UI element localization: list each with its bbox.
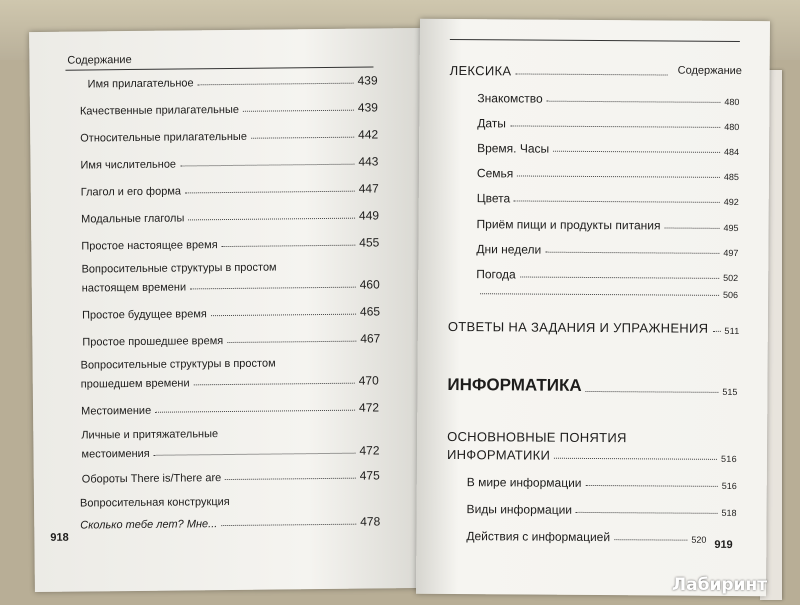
toc-entry: 506	[476, 288, 738, 300]
toc-entry-line: ОСНОВНОВНЫЕ ПОНЯТИЯ	[447, 428, 627, 446]
toc-entry: Имя прилагательное 439	[87, 73, 378, 91]
toc-section: ЛЕКСИКА	[450, 63, 672, 80]
toc-entry: Сколько тебе лет? Мне... 478	[80, 514, 381, 532]
toc-entry: Модальные глаголы 449	[80, 208, 380, 226]
toc-entry: настоящем времени 460	[81, 277, 380, 295]
toc-section: ОТВЕТЫ НА ЗАДАНИЯ И УПРАЖНЕНИЯ 511	[447, 318, 740, 337]
toc-entry: Действия с информацией 520	[466, 529, 707, 545]
toc-entry: Качественные прилагательные 439	[79, 100, 378, 118]
labirint-watermark: Лабиринт	[672, 575, 768, 595]
toc-entry: местоимения 472	[81, 443, 380, 461]
toc-entry: Простое настоящее время 455	[81, 235, 380, 253]
toc-entry: Простое будущее время 465	[81, 304, 381, 322]
toc-entry: прошедшем времени 470	[80, 373, 379, 391]
toc-entry: Обороты There is/There are 475	[81, 468, 380, 486]
toc-entry: Семья 485	[476, 166, 739, 183]
toc-chapter: ИНФОРМАТИКА 515	[447, 374, 738, 398]
toc-entry: Даты 480	[477, 116, 740, 133]
toc-entry: Виды информации 518	[466, 502, 737, 519]
toc-entry: Простое прошедшее время 467	[82, 331, 381, 349]
toc-entry: Местоимение 472	[80, 400, 380, 418]
toc-entry: Имя числительное 443	[80, 154, 379, 172]
page-number: 919	[714, 538, 733, 551]
toc-entry-line: Личные и притяжательные	[81, 428, 219, 442]
toc-entry-line: Вопросительная конструкция	[79, 495, 230, 510]
header-rule	[450, 39, 740, 42]
toc-entry: Глагол и его форма 447	[80, 181, 379, 199]
toc-entry-line: Вопросительные структуры в простом	[81, 261, 277, 276]
running-header: Содержание	[677, 64, 742, 78]
toc-entry: Цвета 492	[476, 191, 739, 208]
right-page	[416, 19, 770, 596]
toc-entry: Относительные прилагательные 442	[80, 127, 379, 145]
toc-entry: Погода 502	[476, 267, 739, 284]
page-number: 918	[50, 531, 69, 544]
toc-entry-line: Вопросительные структуры в простом	[80, 357, 276, 372]
toc-section: ИНФОРМАТИКИ 516	[446, 446, 737, 465]
toc-entry: В мире информации 516	[466, 475, 737, 492]
running-header: Содержание	[67, 53, 132, 67]
left-page	[29, 28, 427, 592]
header-rule	[65, 66, 373, 70]
toc-entry: Знакомство 480	[477, 91, 740, 108]
toc-entry: Время. Часы 484	[477, 141, 740, 158]
toc-entry: Дни недели 497	[476, 242, 739, 259]
toc-entry: Приём пищи и продукты питания 495	[476, 217, 739, 234]
